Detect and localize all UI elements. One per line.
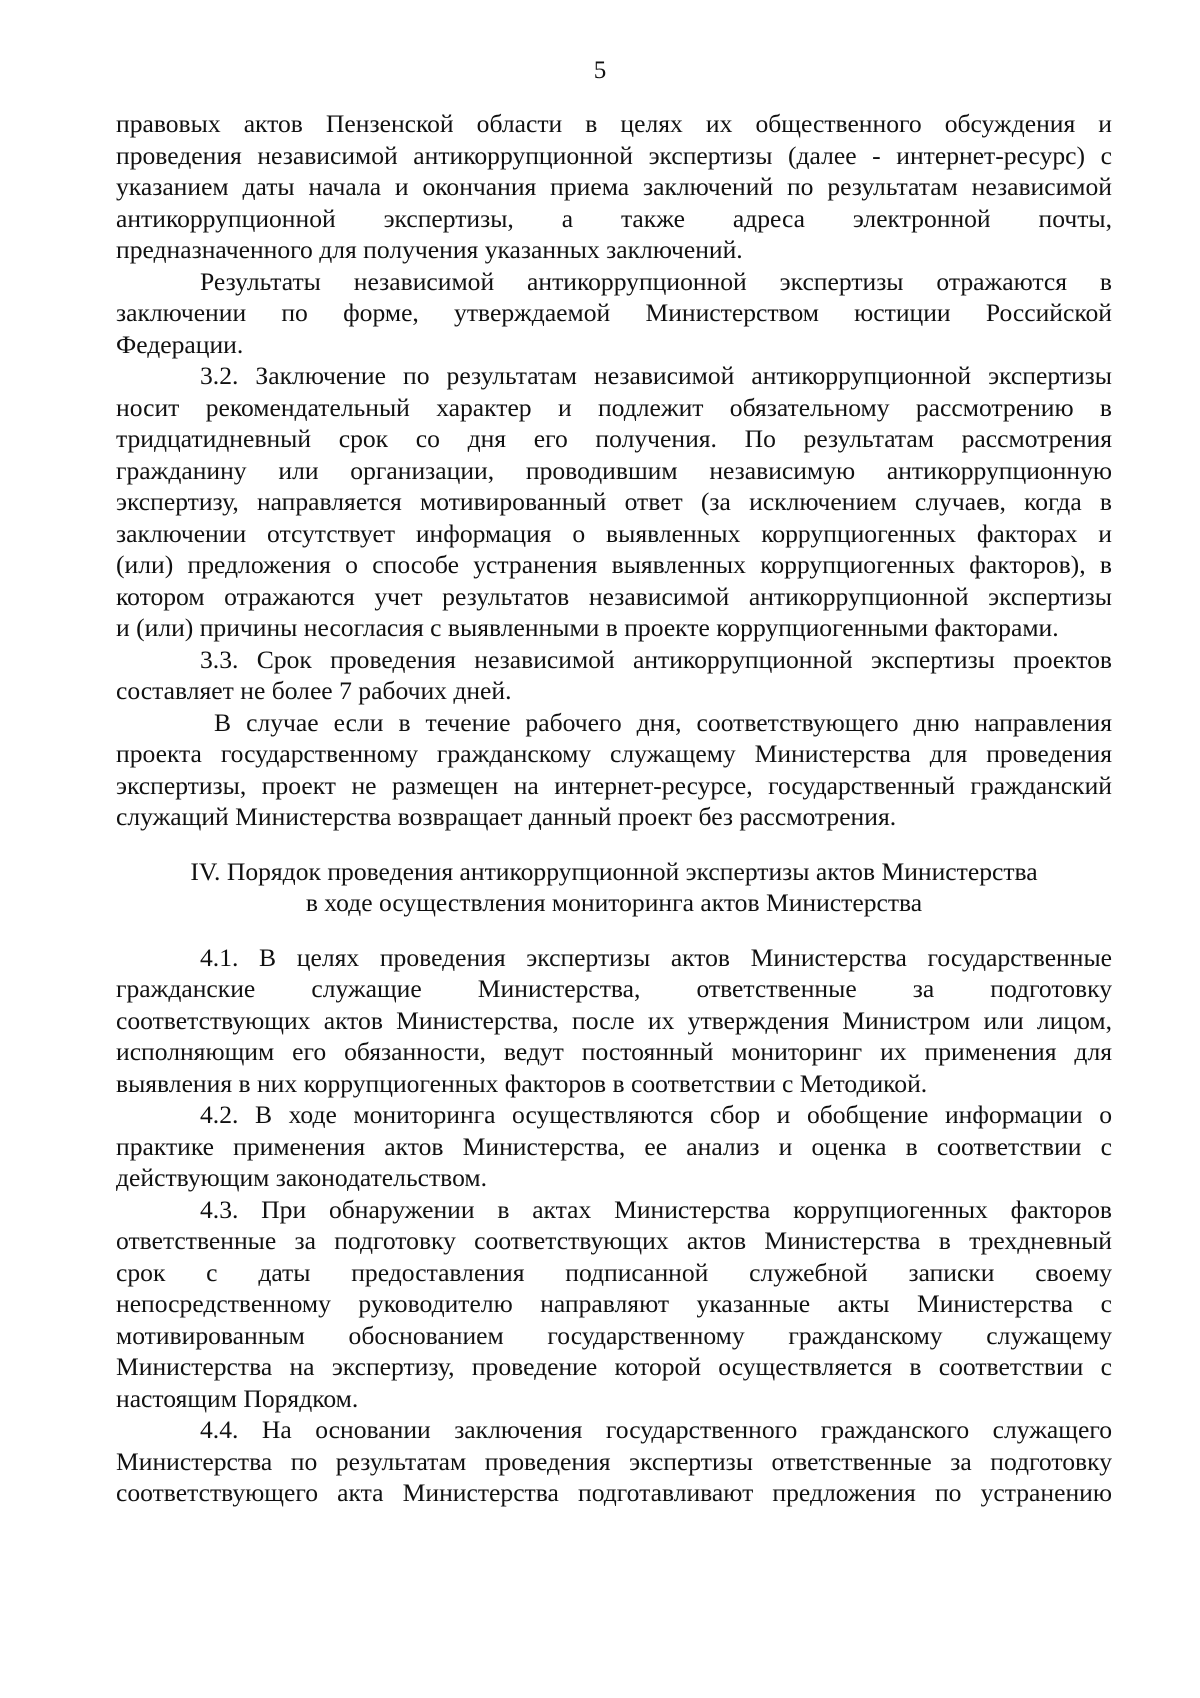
text-line: В случае если в течение рабочего дня, соответствующего дню направления bbox=[214, 707, 1112, 737]
text-line: заключении отсутствует информация о выявленных коррупциогенных факторах и bbox=[116, 518, 1112, 548]
text-line: 4.3. При обнаружении в актах Министерства коррупциогенных факторов bbox=[200, 1194, 1112, 1224]
page-number: 5 bbox=[593, 57, 607, 84]
paragraph-4-2 bbox=[116, 1099, 1112, 1194]
text-line: соответствующих актов Министерства, после их утверждения Министром или лицом, bbox=[116, 1005, 1112, 1035]
text-line: мотивированным обоснованием государственному гражданскому служащему bbox=[116, 1320, 1112, 1350]
text-line: выявления в них коррупциогенных факторов в соответствии с Методикой. bbox=[116, 1068, 928, 1098]
text-line: ответственные за подготовку соответствующих актов Министерства в трехдневный bbox=[116, 1226, 1112, 1255]
text-line: 3.2. Заключение по результатам независимой антикоррупционной экспертизы bbox=[200, 361, 1112, 390]
text-line: непосредственному руководителю направляют указанные акты Министерства с bbox=[116, 1289, 1112, 1318]
paragraph-4-4 bbox=[116, 1414, 1112, 1509]
text-line: предназначенного для получения указанных заключений. bbox=[116, 235, 743, 264]
text-line: тридцатидневный срок со дня его получения. По результатам рассмотрения bbox=[116, 424, 1112, 453]
text-line: срок с даты предоставления подписанной служебной записки своему bbox=[116, 1257, 1112, 1287]
section-iv-heading-line1: IV. Порядок проведения антикоррупционной экспертизы актов Министерства bbox=[190, 856, 1038, 886]
text-line: настоящим Порядком. bbox=[116, 1383, 359, 1413]
text-line: исполняющим его обязанности, ведут постоянный мониторинг их применения для bbox=[116, 1037, 1112, 1066]
paragraph-results bbox=[116, 266, 1112, 361]
text-line: антикоррупционной экспертизы, а также адреса электронной почты, bbox=[116, 203, 1112, 233]
text-line: Министерства по результатам проведения экспертизы ответственные за подготовку bbox=[116, 1446, 1112, 1476]
text-line: составляет не более 7 рабочих дней. bbox=[116, 676, 512, 705]
paragraph-3-3 bbox=[116, 644, 1112, 707]
text-line: практике применения актов Министерства, ее анализ и оценка в соответствии с bbox=[116, 1131, 1112, 1161]
text-line: и (или) причины несогласия с выявленными в проекте коррупциогенными факторами. bbox=[116, 613, 1059, 642]
paragraph-3-2 bbox=[116, 360, 1112, 644]
text-line: заключении по форме, утверждаемой Министерством юстиции Российской bbox=[116, 298, 1112, 327]
text-line: котором отражаются учет результатов независимой антикоррупционной экспертизы bbox=[116, 581, 1112, 611]
text-line: Федерации. bbox=[116, 329, 244, 359]
text-line: правовых актов Пензенской области в целях их общественного обсуждения и bbox=[116, 109, 1112, 138]
text-line: служащий Министерства возвращает данный проект без рассмотрения. bbox=[116, 802, 897, 831]
text-line: 4.2. В ходе мониторинга осуществляются сбор и обобщение информации о bbox=[200, 1100, 1112, 1129]
text-line: проведения независимой антикоррупционной экспертизы (далее - интернет-ресурс) с bbox=[116, 140, 1112, 170]
text-line: 4.1. В целях проведения экспертизы актов Министерства государственные bbox=[200, 942, 1112, 972]
text-line: гражданину или организации, проводившим независимую антикоррупционную bbox=[116, 455, 1112, 485]
text-line: действующим законодательством. bbox=[116, 1163, 487, 1192]
text-line: 4.4. На основании заключения государственного гражданского служащего bbox=[200, 1415, 1112, 1444]
section-iv-heading bbox=[116, 856, 1112, 919]
paragraph-4-3 bbox=[116, 1194, 1112, 1415]
text-line: экспертизу, направляется мотивированный ответ (за исключением случаев, когда в bbox=[116, 487, 1112, 516]
continuation-paragraph bbox=[116, 108, 1112, 266]
text-line: 3.3. Срок проведения независимой антикоррупционной экспертизы проектов bbox=[200, 644, 1112, 674]
text-line: соответствующего акта Министерства подготавливают предложения по устранению bbox=[116, 1478, 1112, 1507]
document-body bbox=[116, 108, 1112, 1509]
text-line: носит рекомендательный характер и подлежит обязательному рассмотрению в bbox=[116, 392, 1112, 422]
text-line: Результаты независимой антикоррупционной экспертизы отражаются в bbox=[200, 266, 1112, 296]
text-line: экспертизы, проект не размещен на интернет-ресурсе, государственный гражданский bbox=[116, 770, 1112, 800]
text-line: гражданские служащие Министерства, ответственные за подготовку bbox=[116, 974, 1112, 1003]
text-line: указанием даты начала и окончания приема заключений по результатам независимой bbox=[116, 172, 1112, 201]
text-line: Министерства на экспертизу, проведение которой осуществляется в соответствии с bbox=[116, 1352, 1112, 1381]
text-line: (или) предложения о способе устранения выявленных коррупциогенных факторов), в bbox=[116, 550, 1112, 579]
paragraph-4-1 bbox=[116, 942, 1112, 1100]
section-iv-heading-line2: в ходе осуществления мониторинга актов Министерства bbox=[305, 888, 923, 917]
text-line: проекта государственному гражданскому служащему Министерства для проведения bbox=[116, 739, 1112, 768]
paragraph-case bbox=[116, 707, 1112, 833]
